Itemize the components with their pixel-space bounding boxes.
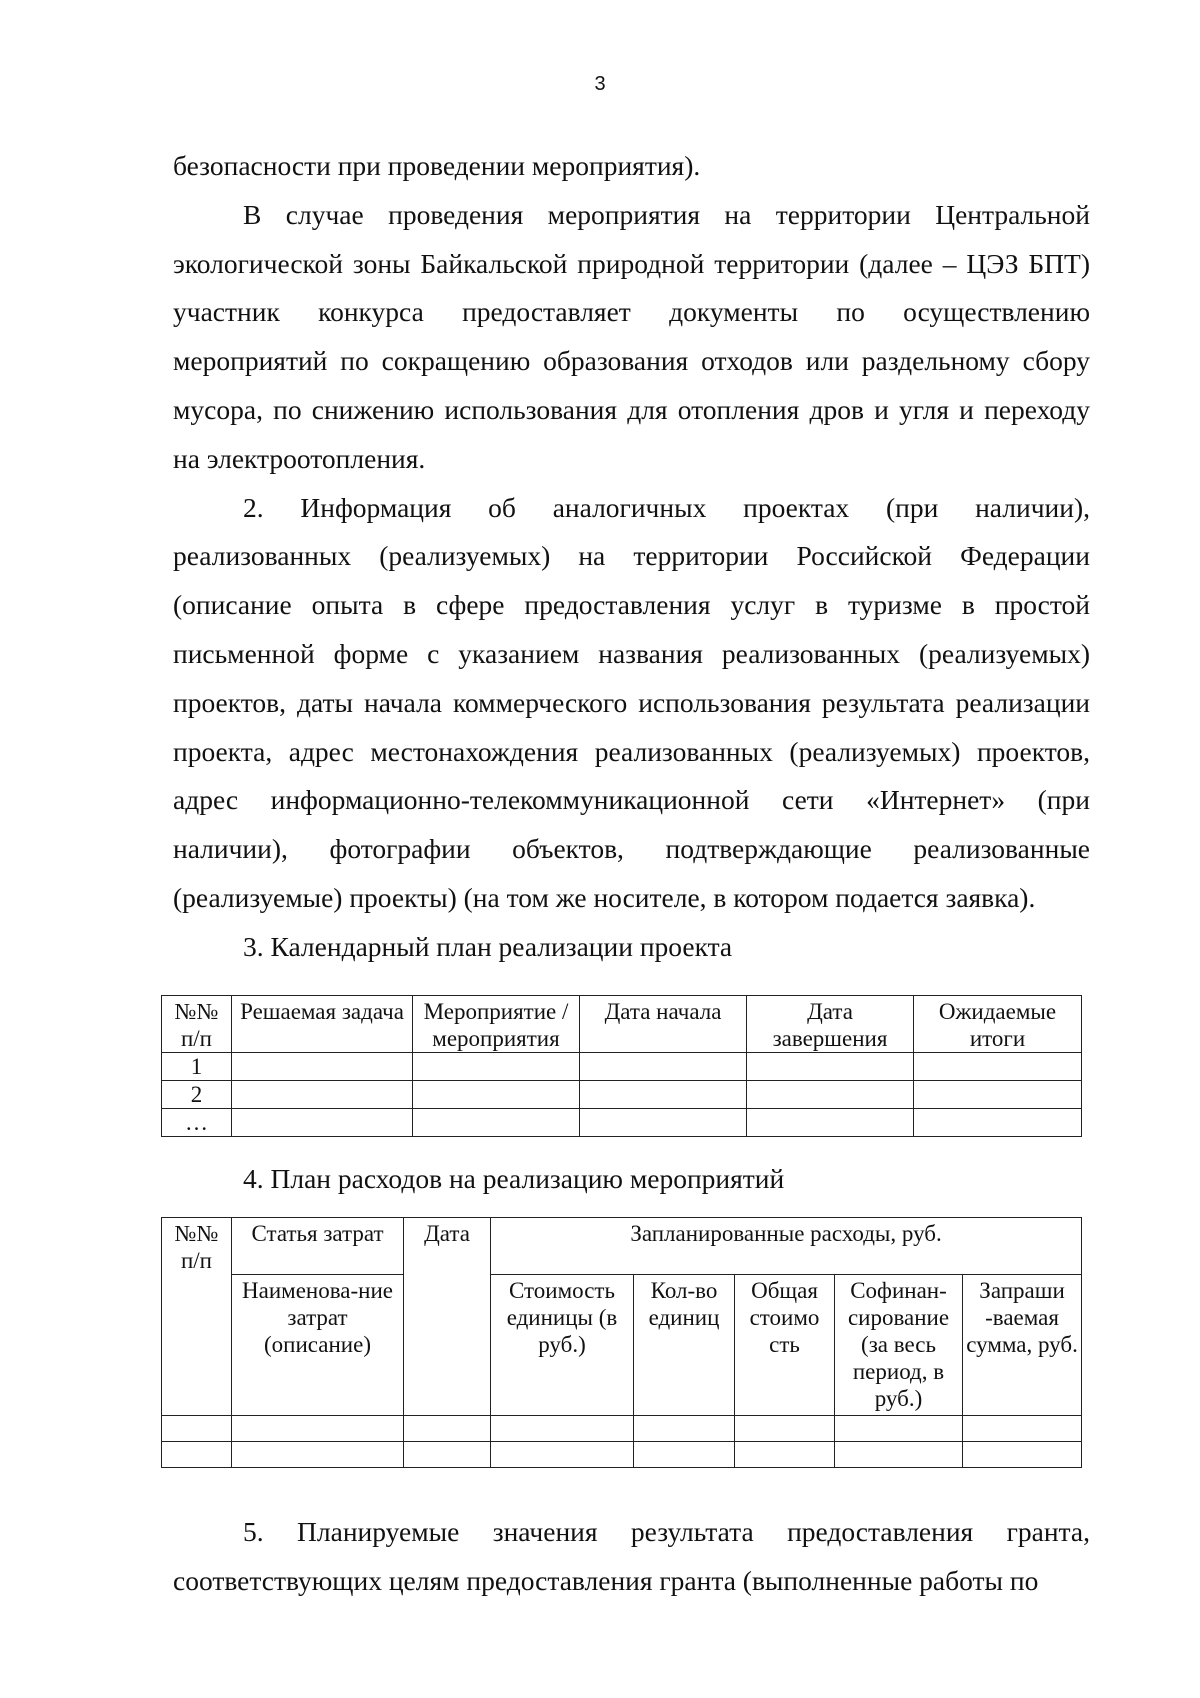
table-row	[162, 1416, 1082, 1442]
table-cell	[162, 1442, 232, 1468]
table-cell	[963, 1416, 1082, 1442]
table-cell	[404, 1442, 491, 1468]
section-calendar-plan-title: 3. Календарный план реализации проекта	[243, 930, 733, 962]
table-cell	[232, 1442, 404, 1468]
expense-header-planned: Запланированные расходы, руб.	[491, 1218, 1082, 1275]
paragraph-analog-projects: 2. Информация об аналогичных проектах (при наличии), реализованных (реализуемых) на территории Российской Федерации (описание опыта в сфере предоставления услуг в туризме в простой письменной форме с указанием названия реализованных (реализуемых) проектов, даты начала коммерческого использования результата реализации проекта, адрес местонахождения реализованных (реализуемых) проектов, адрес информационно-телекоммуникационной сети «Интернет» (при наличии), фотографии объектов, подтверждающие реализованные (реализуемые) проекты) (на том же носителе, в котором подается заявка).	[173, 491, 1090, 913]
table-cell	[413, 1052, 580, 1080]
table-row	[162, 1052, 1082, 1080]
calendar-header-start-date: Дата начала	[580, 995, 747, 1052]
expense-header-row-sub	[162, 1275, 1082, 1416]
table-cell	[914, 1108, 1082, 1136]
table-cell	[232, 1416, 404, 1442]
calendar-header-task: Решаемая задача	[232, 995, 413, 1052]
table-cell	[580, 1080, 747, 1108]
table-cell	[914, 1080, 1082, 1108]
table-cell	[735, 1416, 835, 1442]
calendar-header-event: Мероприятие /мероприятия	[413, 995, 580, 1052]
table-cell: 2	[162, 1080, 232, 1108]
expense-header-qty: Кол-во единиц	[634, 1275, 735, 1416]
calendar-header-row	[162, 995, 1082, 1052]
table-cell	[162, 1416, 232, 1442]
paragraph-safety-continuation: безопасности при проведении мероприятия).	[173, 150, 701, 181]
table-cell: …	[162, 1108, 232, 1136]
table-cell: 1	[162, 1052, 232, 1080]
calendar-header-results: Ожидаемые итоги	[914, 995, 1082, 1052]
table-cell	[634, 1416, 735, 1442]
expense-header-unit-cost: Стоимость единицы (в руб.)	[491, 1275, 634, 1416]
expense-plan-table	[161, 1217, 1082, 1468]
table-cell	[835, 1416, 963, 1442]
table-cell	[413, 1080, 580, 1108]
expense-header-num: №№ п/п	[162, 1218, 232, 1416]
table-cell	[491, 1442, 634, 1468]
expense-header-date: Дата	[404, 1218, 491, 1416]
table-cell	[580, 1052, 747, 1080]
expense-header-item: Статья затрат	[232, 1218, 404, 1275]
table-cell	[634, 1442, 735, 1468]
table-row	[162, 1108, 1082, 1136]
table-cell	[747, 1080, 914, 1108]
expense-header-total: Общая стоимо сть	[735, 1275, 835, 1416]
expense-header-item-desc: Наименова-ние затрат (описание)	[232, 1275, 404, 1416]
table-cell	[747, 1052, 914, 1080]
table-row	[162, 1442, 1082, 1468]
table-cell	[232, 1108, 413, 1136]
table-cell	[232, 1080, 413, 1108]
calendar-plan-table	[161, 995, 1082, 1137]
document-body	[173, 142, 1090, 1606]
table-cell	[747, 1108, 914, 1136]
table-cell	[491, 1416, 634, 1442]
table-cell	[232, 1052, 413, 1080]
table-cell	[835, 1442, 963, 1468]
table-cell	[963, 1442, 1082, 1468]
section-expense-plan-title: 4. План расходов на реализацию мероприятий	[243, 1162, 785, 1194]
table-cell	[413, 1108, 580, 1136]
paragraph-planned-results: 5. Планируемые значения результата предоставления гранта, соответствующих целям предоставления гранта (выполненные работы по	[173, 1516, 1090, 1597]
table-cell	[735, 1442, 835, 1468]
expense-header-requested: Запраши -ваемая сумма, руб.	[963, 1275, 1082, 1416]
page-number: 3	[594, 73, 606, 95]
expense-header-cofinancing: Софинан-сирование (за весь период, в руб.)	[835, 1275, 963, 1416]
table-cell	[404, 1416, 491, 1442]
expense-header-row-top	[162, 1218, 1082, 1275]
calendar-header-end-date: Дата завершения	[747, 995, 914, 1052]
table-cell	[580, 1108, 747, 1136]
table-cell	[914, 1052, 1082, 1080]
paragraph-baikal-zone: В случае проведения мероприятия на территории Центральной экологической зоны Байкальской природной территории (далее – ЦЭЗ БПТ) участник конкурса предоставляет документы по осуществлению мероприятий по сокращению образования отходов или раздельному сбору мусора, по снижению использования для отопления дров и угля и переходу на электроотопления.	[173, 198, 1090, 474]
calendar-header-num: №№ п/п	[162, 995, 232, 1052]
table-row	[162, 1080, 1082, 1108]
